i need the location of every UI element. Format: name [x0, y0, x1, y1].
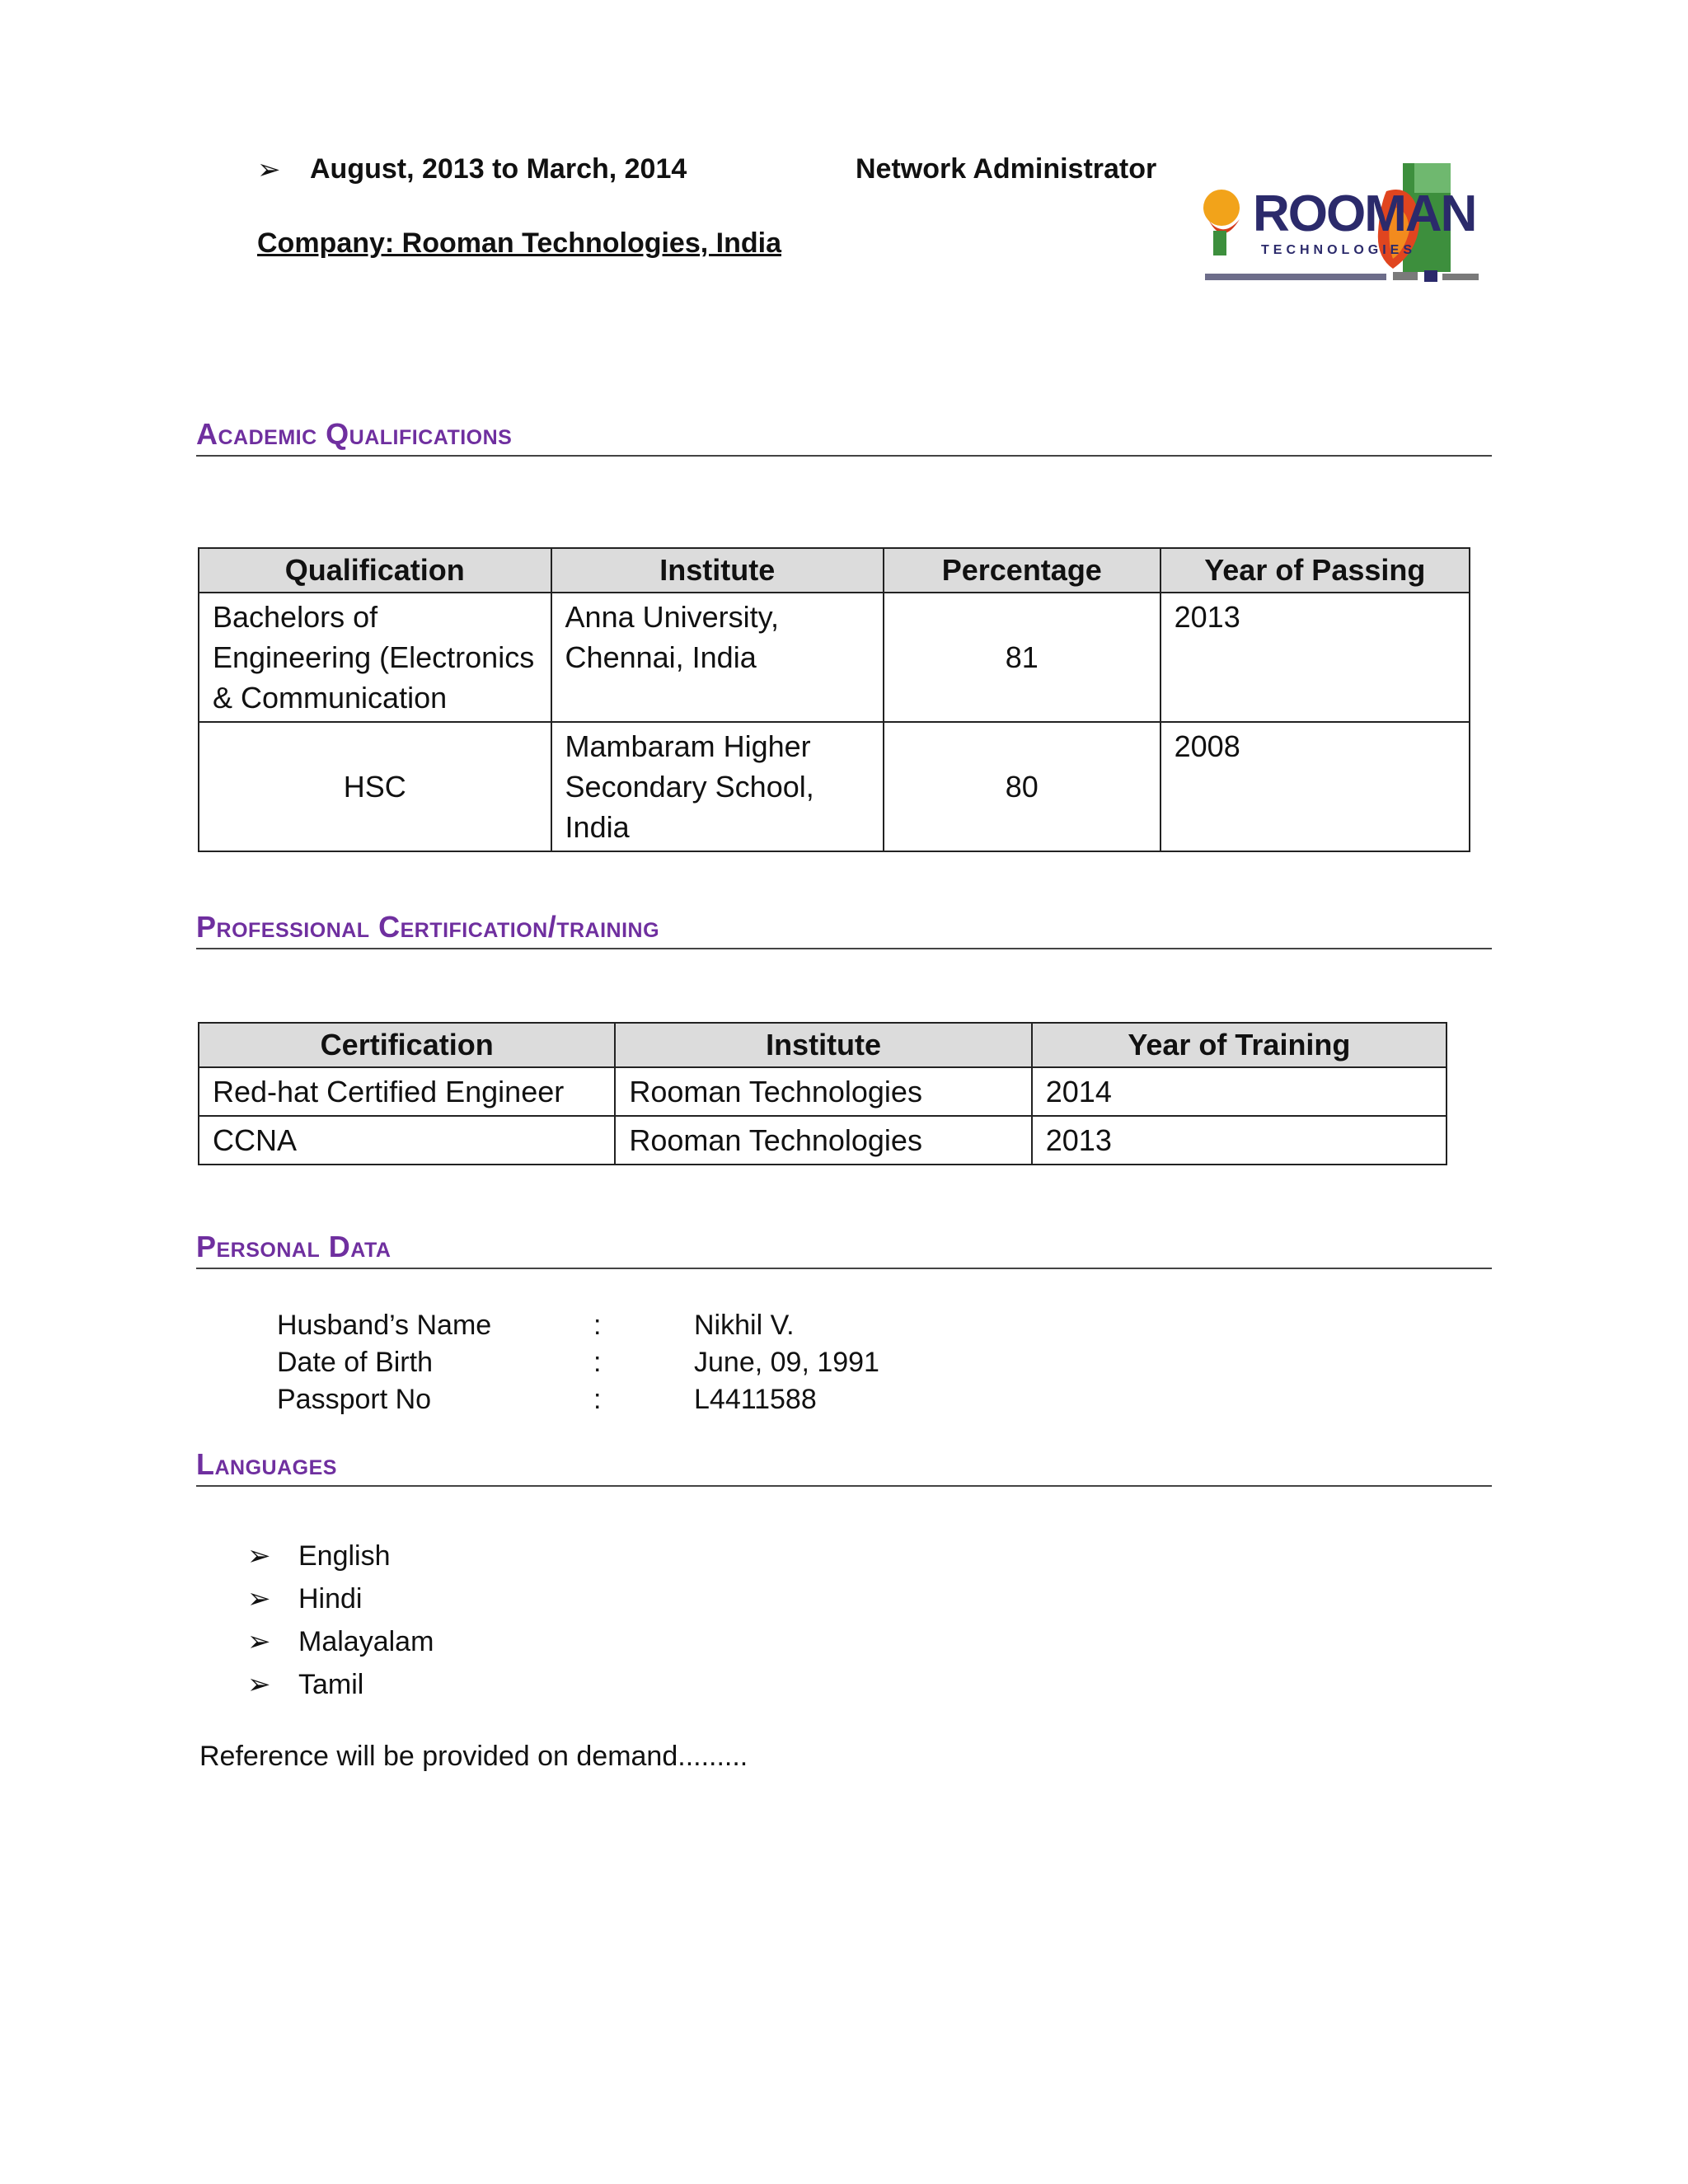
- personal-value: June, 09, 1991: [694, 1347, 879, 1378]
- separator: :: [593, 1347, 602, 1378]
- table-cell: 2014: [1032, 1067, 1447, 1116]
- language-name: Hindi: [298, 1583, 363, 1615]
- personal-label: Husband’s Name: [277, 1310, 492, 1341]
- languages-heading: [196, 1447, 1492, 1487]
- column-header: Institute: [551, 548, 884, 593]
- personal-data-list: [277, 1307, 1019, 1418]
- personal-value: Nikhil V.: [694, 1310, 795, 1341]
- table-cell: Bachelors of Engineering (Electronics & Communication: [199, 593, 551, 722]
- academic-heading-text: Academic Qualifications: [196, 417, 513, 451]
- separator: :: [593, 1310, 602, 1341]
- personal-heading-text: Personal Data: [196, 1230, 392, 1263]
- experience-dates: August, 2013 to March, 2014: [310, 153, 687, 185]
- column-header: Year of Training: [1032, 1023, 1447, 1067]
- language-name: Malayalam: [298, 1626, 434, 1657]
- table-cell: HSC: [199, 722, 551, 851]
- rooman-technologies-logo: [1197, 158, 1551, 298]
- table-cell: Rooman Technologies: [615, 1067, 1031, 1116]
- language-name: English: [298, 1540, 391, 1572]
- reference-note: Reference will be provided on demand.........: [199, 1741, 748, 1772]
- list-item: [247, 1577, 434, 1620]
- certification-table: [198, 1022, 1447, 1165]
- academic-table: [198, 547, 1470, 852]
- column-header: Percentage: [884, 548, 1160, 593]
- personal-row: [277, 1307, 1019, 1344]
- table-cell: Mambaram Higher Secondary School, India: [551, 722, 884, 851]
- table-cell: Anna University, Chennai, India: [551, 593, 884, 722]
- logo-subtitle: TECHNOLOGIES: [1261, 243, 1417, 257]
- personal-heading: [196, 1230, 1492, 1269]
- arrow-bullet-icon: ➢: [247, 1583, 271, 1615]
- experience-role: Network Administrator: [856, 153, 1157, 185]
- table-cell: 81: [884, 593, 1160, 722]
- list-item: [247, 1663, 434, 1706]
- table-cell: Red-hat Certified Engineer: [199, 1067, 615, 1116]
- column-header: Year of Passing: [1160, 548, 1470, 593]
- experience-entry: [257, 153, 1164, 193]
- arrow-bullet-icon: ➢: [247, 1626, 271, 1657]
- personal-row: [277, 1381, 1019, 1418]
- logo-wordmark: ROOMAN: [1253, 185, 1476, 242]
- table-cell: CCNA: [199, 1116, 615, 1165]
- column-header: Institute: [615, 1023, 1031, 1067]
- table-cell: 80: [884, 722, 1160, 851]
- table-row: [199, 593, 1470, 722]
- table-row: [199, 1116, 1447, 1165]
- list-item: [247, 1620, 434, 1663]
- personal-label: Date of Birth: [277, 1347, 433, 1378]
- certification-heading: [196, 910, 1492, 949]
- table-header-row: [199, 1023, 1447, 1067]
- separator: :: [593, 1384, 602, 1415]
- arrow-bullet-icon: ➢: [247, 1669, 271, 1700]
- languages-list: [247, 1535, 434, 1706]
- column-header: Qualification: [199, 548, 551, 593]
- personal-row: [277, 1344, 1019, 1381]
- column-header: Certification: [199, 1023, 615, 1067]
- arrow-bullet-icon: ➢: [247, 1540, 271, 1572]
- table-cell: Rooman Technologies: [615, 1116, 1031, 1165]
- languages-heading-text: Languages: [196, 1447, 337, 1481]
- certification-heading-text: Professional Certification/training: [196, 910, 660, 944]
- table-row: [199, 1067, 1447, 1116]
- arrow-bullet-icon: ➢: [257, 154, 281, 185]
- table-row: [199, 722, 1470, 851]
- experience-company: Company: Rooman Technologies, India: [257, 227, 781, 259]
- table-cell: 2013: [1160, 593, 1470, 722]
- table-cell: 2013: [1032, 1116, 1447, 1165]
- academic-heading: [196, 417, 1492, 457]
- table-header-row: [199, 548, 1470, 593]
- language-name: Tamil: [298, 1669, 364, 1700]
- table-cell: 2008: [1160, 722, 1470, 851]
- list-item: [247, 1535, 434, 1577]
- personal-label: Passport No: [277, 1384, 432, 1415]
- personal-value: L4411588: [694, 1384, 817, 1415]
